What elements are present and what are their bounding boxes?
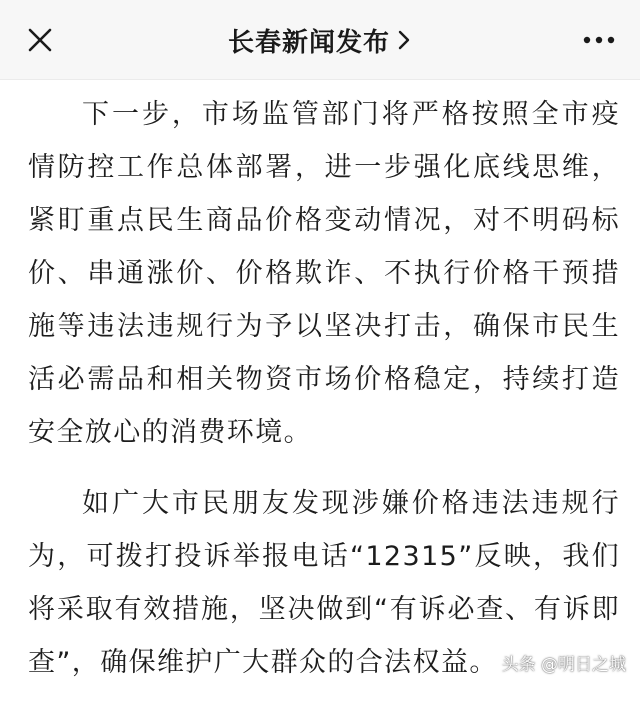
article-paragraph: 下一步，市场监管部门将严格按照全市疫情防控工作总体部署，进一步强化底线思维，紧盯重点民生商品价格变动情况，对不明码标价、串通涨价、价格欺诈、不执行价格干预措施等违法违规行为予以坚决打击，确保市民生活必需品和相关物资市场价格稳定，持续打造安全放心的消费环境。: [28, 99, 620, 448]
page-title: 长春新闻发布: [227, 27, 390, 58]
watermark: 头条 @明日之城: [501, 655, 626, 675]
nav-title-area: [0, 0, 640, 80]
article-body: [28, 88, 620, 707]
close-icon[interactable]: [22, 22, 58, 58]
chevron-right-icon: [396, 29, 412, 51]
account-title-link[interactable]: [228, 22, 412, 59]
nav-bar: [0, 0, 640, 80]
more-horizontal-icon[interactable]: [582, 31, 616, 49]
article-paragraph: 如广大市民朋友发现涉嫌价格违法违规行为，可拨打投诉举报电话“12315”反映，我们将采取有效措施，坚决做到“有诉必查、有诉即查”，确保维护广大群众的合法权益。: [28, 488, 620, 678]
